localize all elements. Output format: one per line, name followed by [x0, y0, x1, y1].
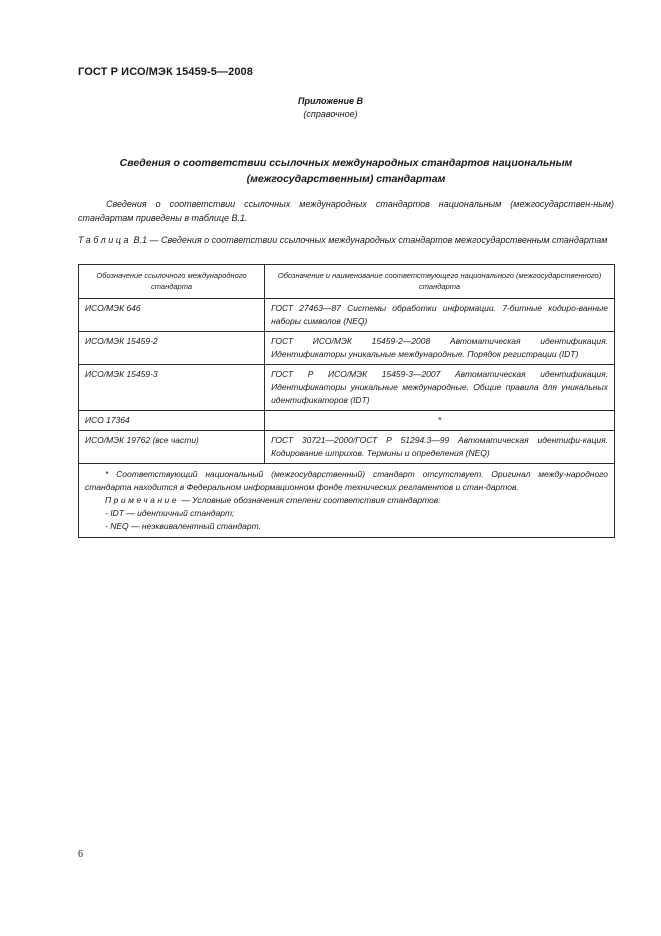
table-row	[79, 365, 615, 411]
cell-intl-standard: ИСО/МЭК 646	[79, 299, 265, 332]
standards-table	[78, 264, 615, 538]
table-row	[79, 411, 615, 431]
note-line	[85, 494, 608, 507]
cell-national-standard: ГОСТ Р ИСО/МЭК 15459-3—2007 Автоматическая идентификация. Идентификаторы уникальные международные. Общие правила для уникальных идентификаторов (IDT)	[265, 365, 615, 411]
cell-intl-standard: ИСО 17364	[79, 411, 265, 431]
header-international-standard: Обозначение ссылочного международного стандарта	[79, 265, 265, 299]
annex-status: (справочное)	[303, 109, 358, 119]
cell-national-standard: *	[265, 411, 615, 431]
cell-national-standard: ГОСТ ИСО/МЭК 15459-2—2008 Автоматическая идентификация. Идентификаторы уникальные международные. Порядок регистрации (IDT)	[265, 332, 615, 365]
table-row	[79, 332, 615, 365]
table-header-row	[79, 265, 615, 299]
cell-intl-standard: ИСО/МЭК 15459-2	[79, 332, 265, 365]
document-designation: ГОСТ Р ИСО/МЭК 15459-5—2008	[78, 66, 253, 78]
note-prefix: Примечание	[105, 495, 179, 505]
table-caption	[78, 234, 614, 246]
legend-neq: - NEQ — неэквивалентный стандарт.	[105, 521, 261, 531]
cell-intl-standard: ИСО/МЭК 19762 (все части)	[79, 431, 265, 464]
section-heading	[90, 155, 602, 187]
legend-idt: - IDT — идентичный стандарт;	[105, 508, 235, 518]
page-number: 6	[78, 849, 83, 860]
note-text: — Условные обозначения степени соответствия стандартов:	[178, 495, 441, 505]
cell-national-standard: ГОСТ 30721—2000/ГОСТ Р 51294.3—99 Автоматическая идентифи-кация. Кодирование штрихов. Термины и определения (NEQ)	[265, 431, 615, 464]
table-caption-prefix: Таблица	[78, 235, 132, 245]
table-caption-text: В.1 — Сведения о соответствии ссылочных международных стандартов межгосударственным стандартам	[131, 235, 608, 245]
footnote-text: * Соответствующий национальный (межгосударственный) стандарт отсутствует. Оригинал между-народного стандарта находится в Федеральном информационном фонде технических регламентов и стан-дартов.	[85, 469, 608, 492]
header-national-standard: Обозначение и наименование соответствующего национального (межгосударственного) стандарта	[265, 265, 615, 299]
cell-national-standard: ГОСТ 27463—87 Системы обработки информации. 7-битные кодиро-ванные наборы символов (NEQ)	[265, 299, 615, 332]
table-footnote-cell	[79, 464, 615, 538]
cell-intl-standard: ИСО/МЭК 15459-3	[79, 365, 265, 411]
table-row	[79, 431, 615, 464]
table-row	[79, 299, 615, 332]
intro-paragraph: Сведения о соответствии ссылочных международных стандартов национальным (межгосударствен-ным) стандартам приведены в таблице В.1.	[78, 199, 614, 223]
annex-title: Приложение В	[298, 96, 363, 106]
section-heading-line-2: (межгосударственным) стандартам	[246, 173, 446, 185]
table-footnote-row	[79, 464, 615, 538]
section-heading-line-1: Сведения о соответствии ссылочных международных стандартов национальным	[119, 157, 573, 169]
